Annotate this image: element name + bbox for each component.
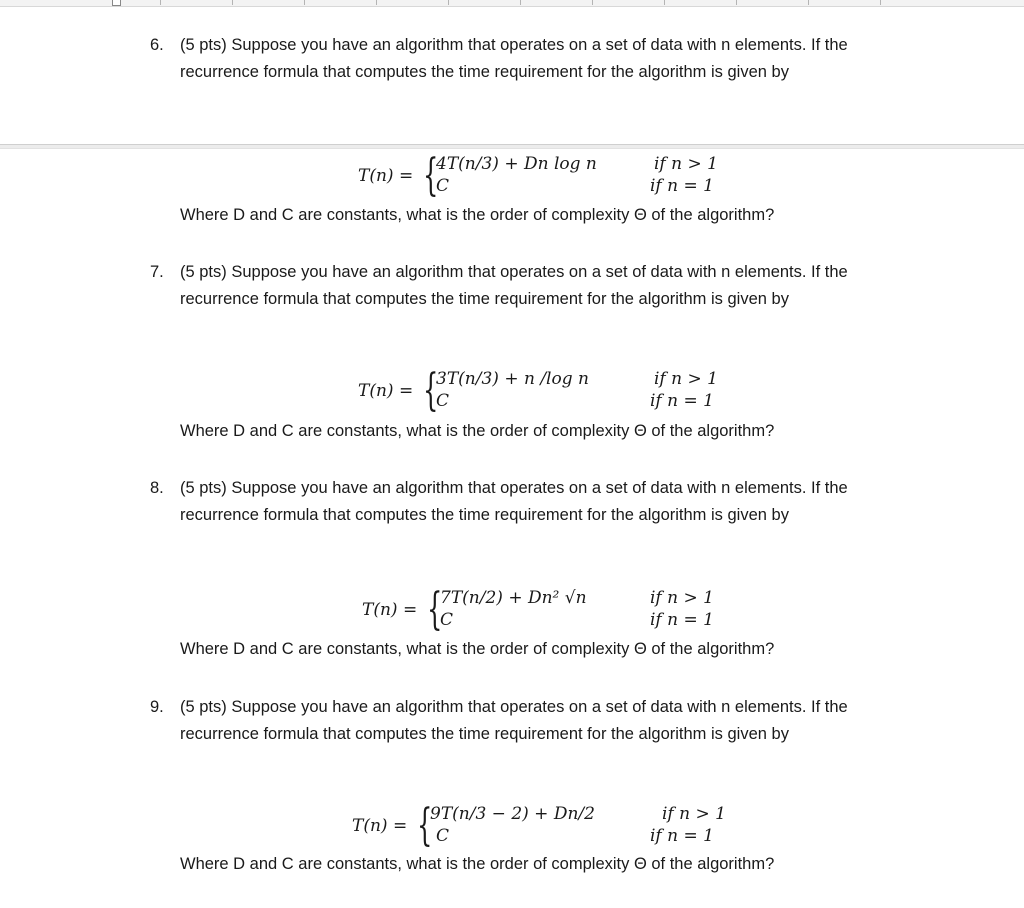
equation-lhs: T(n) = (358, 166, 414, 186)
ruler-tick (160, 0, 161, 5)
question-text: (5 pts) Suppose you have an algorithm that operates on a set of data with n elements. If the recurrence formula that computes the time requirement for the algorithm is given by (180, 36, 848, 81)
equation-lhs: T(n) = (362, 600, 418, 620)
ruler-tick (880, 0, 881, 5)
equation-case-1: 3T(n/3) + n /log n (436, 369, 589, 389)
question-text: (5 pts) Suppose you have an algorithm that operates on a set of data with n elements. If the recurrence formula that computes the time requirement for the algorithm is given by (180, 698, 848, 743)
recurrence-equation (352, 800, 742, 852)
ruler-tick (592, 0, 593, 5)
ruler-tick (304, 0, 305, 5)
question-text: (5 pts) Suppose you have an algorithm that operates on a set of data with n elements. If the recurrence formula that computes the time requirement for the algorithm is given by (180, 263, 848, 308)
ruler-tick (808, 0, 809, 5)
ruler[interactable] (0, 0, 1024, 7)
ruler-tick (376, 0, 377, 5)
brace: { (423, 150, 439, 201)
question-followup: Where D and C are constants, what is the order of complexity Θ of the algorithm? (180, 206, 775, 224)
equation-case-1: 7T(n/2) + Dn² √n (440, 588, 587, 608)
equation-condition-1: if n > 1 (662, 804, 726, 824)
equation-condition-2: if n = 1 (650, 826, 714, 846)
recurrence-equation (358, 365, 738, 417)
equation-case-1: 9T(n/3 − 2) + Dn/2 (430, 804, 595, 824)
equation-case-2: C (436, 826, 450, 846)
equation-condition-2: if n = 1 (650, 391, 714, 411)
indent-marker[interactable] (112, 0, 121, 6)
equation-condition-1: if n > 1 (654, 369, 718, 389)
brace: { (427, 584, 443, 635)
question-followup: Where D and C are constants, what is the order of complexity Θ of the algorithm? (180, 422, 775, 440)
recurrence-equation (362, 584, 742, 636)
question-number: 8. (150, 479, 164, 497)
equation-case-2: C (440, 610, 454, 630)
ruler-tick (232, 0, 233, 5)
equation-case-2: C (436, 176, 450, 196)
ruler-tick (664, 0, 665, 5)
question-number: 9. (150, 698, 164, 716)
equation-lhs: T(n) = (352, 816, 408, 836)
ruler-tick (448, 0, 449, 5)
equation-condition-1: if n > 1 (650, 588, 714, 608)
equation-condition-2: if n = 1 (650, 176, 714, 196)
brace: { (417, 800, 433, 851)
equation-case-2: C (436, 391, 450, 411)
question-number: 6. (150, 36, 164, 54)
question-followup: Where D and C are constants, what is the order of complexity Θ of the algorithm? (180, 640, 775, 658)
ruler-tick (520, 0, 521, 5)
brace: { (423, 365, 439, 416)
equation-case-1: 4T(n/3) + Dn log n (436, 154, 597, 174)
page-break (0, 144, 1024, 149)
recurrence-equation (358, 150, 738, 202)
question-text: (5 pts) Suppose you have an algorithm that operates on a set of data with n elements. If the recurrence formula that computes the time requirement for the algorithm is given by (180, 479, 848, 524)
question-followup: Where D and C are constants, what is the order of complexity Θ of the algorithm? (180, 855, 775, 873)
question-number: 7. (150, 263, 164, 281)
equation-lhs: T(n) = (358, 381, 414, 401)
equation-condition-2: if n = 1 (650, 610, 714, 630)
equation-condition-1: if n > 1 (654, 154, 718, 174)
ruler-tick (736, 0, 737, 5)
